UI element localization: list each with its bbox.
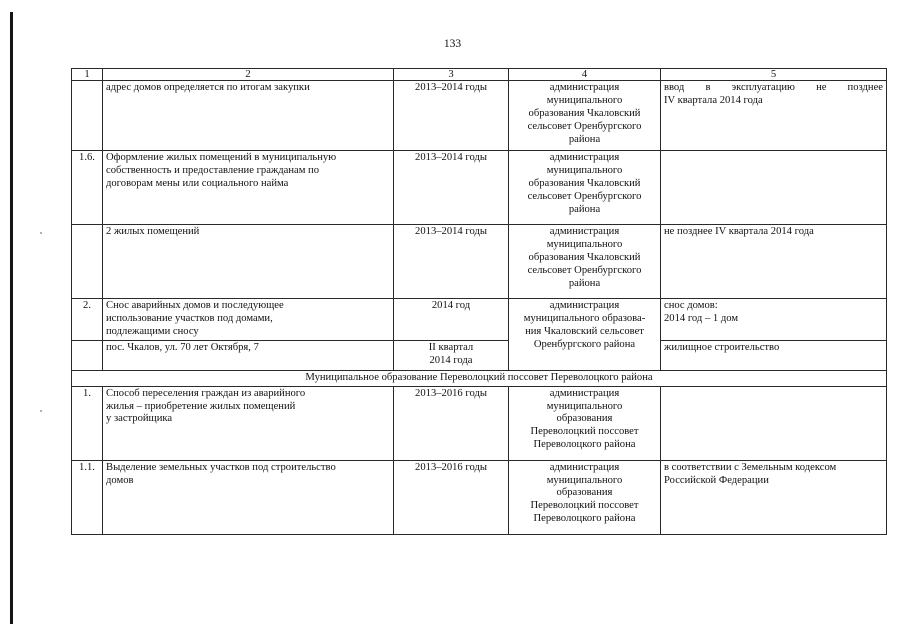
responsible-text: администрация: [549, 387, 620, 399]
measure-cell: [103, 460, 394, 534]
column-number: 5: [661, 69, 887, 81]
table-row: [72, 299, 887, 341]
table-row: [72, 460, 887, 534]
responsible-text: муниципального: [546, 400, 623, 412]
measure-cell: [103, 340, 394, 370]
responsible-text: администрация: [549, 461, 620, 473]
responsible-text: района: [568, 133, 601, 145]
result-text: снос домов:: [664, 300, 718, 311]
result-word: эксплуатацию: [731, 82, 795, 93]
period-cell: [394, 340, 509, 370]
responsible-text: района: [568, 277, 601, 289]
measure-text: использование участков под домами,: [106, 312, 273, 324]
item-number-cell: 1.1.: [72, 460, 103, 534]
result-word: не: [816, 82, 827, 93]
measure-cell: [103, 151, 394, 225]
responsible-text: образования Чкаловский: [528, 251, 641, 263]
result-cell: [661, 386, 887, 460]
period-cell: 2014 год: [394, 299, 509, 341]
measure-text: собственность и предоставление гражданам по: [106, 164, 320, 176]
result-text: Российской Федерации: [664, 474, 769, 486]
responsible-text: образования Чкаловский: [528, 177, 641, 189]
period-cell: 2013–2014 годы: [394, 225, 509, 299]
result-cell: [661, 460, 887, 534]
result-cell: [661, 81, 887, 151]
result-text: жилищное строительство: [664, 341, 780, 353]
responsible-text: Переволоцкий поссовет: [530, 500, 639, 512]
responsible-cell: [509, 386, 661, 460]
result-cell: [661, 340, 887, 370]
period-cell: 2013–2014 годы: [394, 151, 509, 225]
responsible-cell: [509, 225, 661, 299]
scan-speck: [40, 410, 42, 412]
period-cell: 2013–2014 годы: [394, 81, 509, 151]
period-cell: 2013–2016 годы: [394, 386, 509, 460]
measure-text: адрес домов определяется по итогам закупки: [106, 82, 310, 93]
period-text: II квартал: [428, 341, 474, 353]
scan-speck: [40, 232, 42, 234]
item-number-cell: [72, 81, 103, 151]
section-row: [72, 370, 887, 386]
responsible-text: образования: [556, 413, 613, 425]
column-number: 2: [103, 69, 394, 81]
result-cell: [661, 299, 887, 341]
result-cell: [661, 225, 887, 299]
section-heading: Муниципальное образование Переволоцкий поссовет Переволоцкого района: [72, 370, 887, 386]
item-number-cell: 1.: [72, 386, 103, 460]
table-row: [72, 340, 887, 370]
measure-text: жилья – приобретение жилых помещений: [106, 400, 296, 412]
measure-text: Способ переселения граждан из аварийного: [106, 387, 306, 399]
result-word: ввод: [664, 82, 685, 93]
responsible-text: сельсовет Оренбургского: [527, 264, 642, 276]
measure-text: Снос аварийных домов и последующее: [106, 300, 284, 311]
binding-edge-line: [10, 12, 13, 624]
responsible-text: муниципального: [546, 94, 623, 106]
responsible-cell: [509, 299, 661, 371]
responsible-cell: [509, 81, 661, 151]
measure-text: договорам мены или социального найма: [106, 177, 289, 189]
item-number-cell: 2.: [72, 299, 103, 341]
column-number: 3: [394, 69, 509, 81]
result-cell: [661, 151, 887, 225]
responsible-text: муниципального образова-: [523, 312, 646, 324]
responsible-text: администрация: [549, 300, 620, 311]
page-number: 133: [443, 38, 462, 50]
responsible-text: Оренбургского района: [533, 338, 636, 350]
measure-text: у застройщика: [106, 413, 173, 425]
result-text: в соответствии с Земельным кодексом: [664, 461, 837, 473]
result-text: 2014 год – 1 дом: [664, 312, 739, 324]
table-row: [72, 151, 887, 225]
table-row: [72, 81, 887, 151]
responsible-text: администрация: [549, 82, 620, 93]
responsible-text: сельсовет Оренбургского: [527, 190, 642, 202]
result-justified-line: [664, 82, 883, 95]
column-number: 4: [509, 69, 661, 81]
item-number-cell: [72, 225, 103, 299]
measure-text: 2 жилых помещений: [106, 226, 200, 237]
responsible-text: Переволоцкого района: [533, 513, 636, 525]
responsible-cell: [509, 460, 661, 534]
item-number-cell: 1.6.: [72, 151, 103, 225]
table-row: [72, 225, 887, 299]
responsible-text: Переволоцкий поссовет: [530, 426, 639, 438]
period-cell: 2013–2016 годы: [394, 460, 509, 534]
measure-text: подлежащими сносу: [106, 325, 199, 337]
table-row: [72, 386, 887, 460]
measure-cell: [103, 386, 394, 460]
responsible-text: образования Чкаловский: [528, 107, 641, 119]
responsible-cell: [509, 151, 661, 225]
measure-text: домов: [106, 474, 134, 486]
responsible-text: муниципального: [546, 238, 623, 250]
column-number: 1: [72, 69, 103, 81]
responsible-text: образования: [556, 487, 613, 499]
result-word: в: [705, 82, 711, 93]
responsible-text: района: [568, 203, 601, 215]
measure-cell: [103, 299, 394, 341]
responsible-text: ния Чкаловский сельсовет: [525, 325, 644, 337]
measure-text: пос. Чкалов, ул. 70 лет Октября, 7: [106, 341, 259, 353]
period-text: 2014 года: [429, 354, 473, 366]
result-text: IV квартала 2014 года: [664, 94, 763, 106]
responsible-text: муниципального: [546, 164, 623, 176]
responsible-text: администрация: [549, 226, 620, 237]
measure-cell: [103, 81, 394, 151]
result-word: позднее: [847, 82, 883, 93]
responsible-text: муниципального: [546, 474, 623, 486]
measure-cell: [103, 225, 394, 299]
item-number-cell: [72, 340, 103, 370]
measure-text: Выделение земельных участков под строительство: [106, 461, 336, 473]
result-text: не позднее IV квартала 2014 года: [664, 226, 814, 237]
measure-text: Оформление жилых помещений в муниципальную: [106, 152, 337, 163]
responsible-text: сельсовет Оренбургского: [527, 120, 642, 132]
column-number-row: [72, 69, 887, 81]
responsible-text: администрация: [549, 152, 620, 163]
plan-table: [71, 68, 887, 535]
responsible-text: Переволоцкого района: [533, 439, 636, 451]
